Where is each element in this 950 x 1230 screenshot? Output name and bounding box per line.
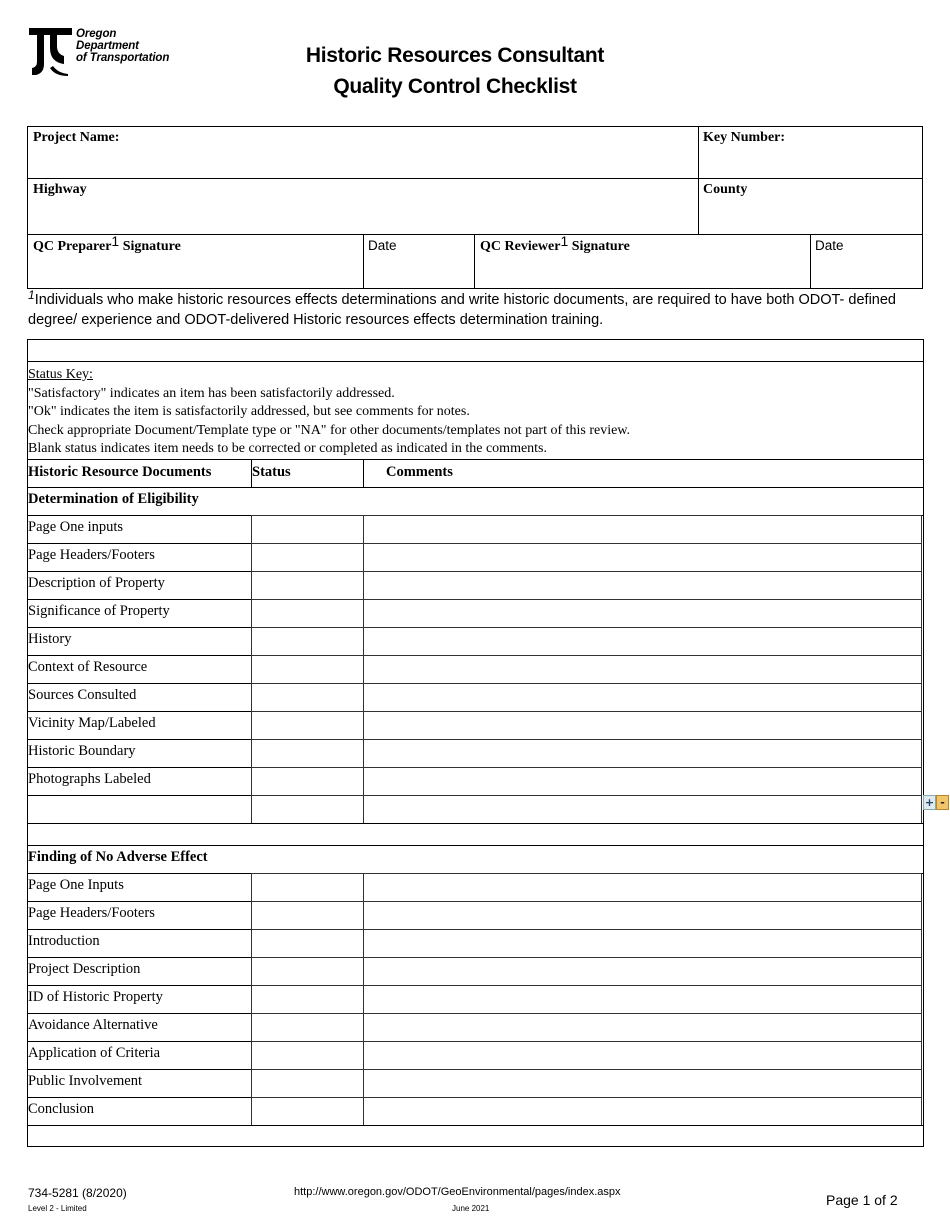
comments-cell[interactable] xyxy=(363,929,922,958)
qc-reviewer-text: QC Reviewer xyxy=(480,239,561,254)
qc-reviewer-date-label: Date xyxy=(815,238,844,253)
status-cell[interactable] xyxy=(251,1013,364,1042)
status-cell[interactable] xyxy=(251,767,364,796)
qc-preparer-text: QC Preparer xyxy=(33,239,112,254)
footer-date: June 2021 xyxy=(452,1204,490,1213)
agency-line-1: Oregon xyxy=(76,28,117,40)
access-level: Level 2 - Limited xyxy=(28,1204,87,1213)
comments-cell[interactable] xyxy=(363,795,922,824)
checklist-item-label: Description of Property xyxy=(28,575,165,591)
odot-logo-mark-icon xyxy=(28,26,74,78)
checklist-item-label: Vicinity Map/Labeled xyxy=(28,715,156,731)
status-key-line: "Satisfactory" indicates an item has been satisfactorily addressed. xyxy=(28,385,395,401)
agency-line-2: Department xyxy=(76,40,139,52)
status-cell[interactable] xyxy=(251,957,364,986)
status-cell[interactable] xyxy=(251,1069,364,1098)
status-cell[interactable] xyxy=(251,683,364,712)
county-label: County xyxy=(703,182,748,197)
status-cell[interactable] xyxy=(251,739,364,768)
comments-cell[interactable] xyxy=(363,1013,922,1042)
comments-cell[interactable] xyxy=(363,683,922,712)
status-cell[interactable] xyxy=(251,571,364,600)
table-rule xyxy=(27,339,924,340)
table-rule xyxy=(27,599,251,600)
status-cell[interactable] xyxy=(251,655,364,684)
comments-cell[interactable] xyxy=(363,767,922,796)
footer-url[interactable]: http://www.oregon.gov/ODOT/GeoEnvironmental/pages/index.aspx xyxy=(294,1186,621,1198)
footnote-marker: 1 xyxy=(28,288,35,302)
footnote-text: Individuals who make historic resources effects determinations and write historic documents, are required to have both ODOT- defined degree/ experience and ODOT-delivered Historic resources effects determination training. xyxy=(28,292,896,328)
comments-cell[interactable] xyxy=(363,655,922,684)
table-rule xyxy=(27,929,251,930)
table-rule xyxy=(27,655,251,656)
table-rule xyxy=(27,767,251,768)
comments-cell[interactable] xyxy=(363,571,922,600)
status-cell[interactable] xyxy=(251,795,364,824)
agency-line-3: of Transportation xyxy=(76,52,170,64)
checklist-item-label: Page One inputs xyxy=(28,519,124,535)
table-rule xyxy=(27,361,923,362)
table-rule xyxy=(27,901,251,902)
comments-cell[interactable] xyxy=(363,1069,922,1098)
table-rule xyxy=(27,1013,251,1014)
table-rule xyxy=(27,1097,251,1098)
add-row-button[interactable]: + xyxy=(924,796,935,809)
checklist-item-label: Sources Consulted xyxy=(28,687,137,703)
table-rule xyxy=(27,487,923,488)
highway-field[interactable] xyxy=(27,178,699,235)
comments-cell[interactable] xyxy=(363,711,922,740)
qc-preparer-signature-text: Signature xyxy=(119,239,181,254)
table-rule xyxy=(27,739,251,740)
footnote xyxy=(28,290,928,330)
table-rule xyxy=(27,985,251,986)
row-controls xyxy=(923,795,949,810)
status-cell[interactable] xyxy=(251,873,364,902)
remove-row-button[interactable]: - xyxy=(936,795,949,810)
qc-reviewer-footnote-ref: 1 xyxy=(560,233,569,249)
status-cell[interactable] xyxy=(251,901,364,930)
status-key-line: Blank status indicates item needs to be corrected or completed as indicated in the comments. xyxy=(28,441,548,457)
checklist-item-label: Page One Inputs xyxy=(28,877,124,893)
column-header-documents: Historic Resource Documents xyxy=(28,464,212,480)
title-line-1: Historic Resources Consultant xyxy=(305,44,605,67)
highway-label: Highway xyxy=(33,182,87,197)
status-cell[interactable] xyxy=(251,599,364,628)
page-title xyxy=(250,40,660,102)
comments-cell[interactable] xyxy=(363,739,922,768)
status-cell[interactable] xyxy=(251,627,364,656)
table-rule xyxy=(27,1125,923,1126)
comments-cell[interactable] xyxy=(363,1097,922,1126)
table-rule xyxy=(27,543,251,544)
status-cell[interactable] xyxy=(251,543,364,572)
checklist-item-label: History xyxy=(28,631,72,647)
checklist-item-label: Public Involvement xyxy=(28,1073,142,1089)
comments-cell[interactable] xyxy=(363,901,922,930)
qc-preparer-footnote-ref: 1 xyxy=(111,233,120,249)
checklist-item-label: ID of Historic Property xyxy=(28,989,163,1005)
checklist-item-label: Page Headers/Footers xyxy=(28,547,155,563)
comments-cell[interactable] xyxy=(363,599,922,628)
checklist-item-label: Project Description xyxy=(28,961,141,977)
checklist-item-label: Application of Criteria xyxy=(28,1045,161,1061)
table-rule xyxy=(27,571,251,572)
comments-cell[interactable] xyxy=(363,515,922,544)
table-rule xyxy=(27,1146,924,1147)
checklist-item-label: Historic Boundary xyxy=(28,743,136,759)
form-number: 734-5281 (8/2020) xyxy=(28,1186,127,1200)
comments-cell[interactable] xyxy=(363,627,922,656)
checklist-item-label: Page Headers/Footers xyxy=(28,905,155,921)
status-cell[interactable] xyxy=(251,515,364,544)
status-key xyxy=(28,366,630,459)
comments-cell[interactable] xyxy=(363,1041,922,1070)
status-cell[interactable] xyxy=(251,985,364,1014)
table-rule xyxy=(923,339,924,1146)
status-cell[interactable] xyxy=(251,1097,364,1126)
project-name-label: Project Name: xyxy=(33,130,120,145)
page-number: Page 1 of 2 xyxy=(826,1192,898,1208)
qc-reviewer-signature-text: Signature xyxy=(568,239,630,254)
table-rule xyxy=(27,1041,251,1042)
status-cell[interactable] xyxy=(251,1041,364,1070)
table-rule xyxy=(27,459,923,460)
comments-cell[interactable] xyxy=(363,873,922,902)
column-header-comments: Comments xyxy=(386,464,453,480)
status-cell[interactable] xyxy=(251,929,364,958)
agency-name xyxy=(76,28,169,64)
qc-preparer-label xyxy=(33,233,181,255)
comments-cell[interactable] xyxy=(363,957,922,986)
status-key-line: "Ok" indicates the item is satisfactorily addressed, but see comments for notes. xyxy=(28,404,470,420)
table-rule xyxy=(27,795,251,796)
checklist-item-label: Significance of Property xyxy=(28,603,170,619)
section-title: Determination of Eligibility xyxy=(28,491,199,507)
table-rule xyxy=(27,1069,251,1070)
checklist-item-label: Introduction xyxy=(28,933,100,949)
checklist-item-label: Avoidance Alternative xyxy=(28,1017,158,1033)
odot-logo xyxy=(28,26,198,78)
status-key-line: Check appropriate Document/Template type or "NA" for other documents/templates not part of this review. xyxy=(28,422,631,438)
checklist-item-label: Context of Resource xyxy=(28,659,148,675)
checklist-item-label: Photographs Labeled xyxy=(28,771,151,787)
title-line-2: Quality Control Checklist xyxy=(333,75,577,98)
status-cell[interactable] xyxy=(251,711,364,740)
qc-reviewer-label xyxy=(480,233,630,255)
table-rule xyxy=(27,627,251,628)
comments-cell[interactable] xyxy=(363,985,922,1014)
section-title: Finding of No Adverse Effect xyxy=(28,849,208,865)
column-header-status: Status xyxy=(252,464,291,480)
checklist-item-label: Conclusion xyxy=(28,1101,95,1117)
comments-cell[interactable] xyxy=(363,543,922,572)
table-rule xyxy=(27,957,251,958)
table-rule xyxy=(27,845,923,846)
table-rule xyxy=(27,711,251,712)
table-rule xyxy=(363,459,364,487)
table-rule xyxy=(27,683,251,684)
key-number-label: Key Number: xyxy=(703,130,786,145)
status-key-heading: Status Key: xyxy=(28,367,93,382)
project-name-field[interactable] xyxy=(27,126,699,179)
qc-preparer-date-label: Date xyxy=(368,238,397,253)
table-rule xyxy=(27,823,923,824)
